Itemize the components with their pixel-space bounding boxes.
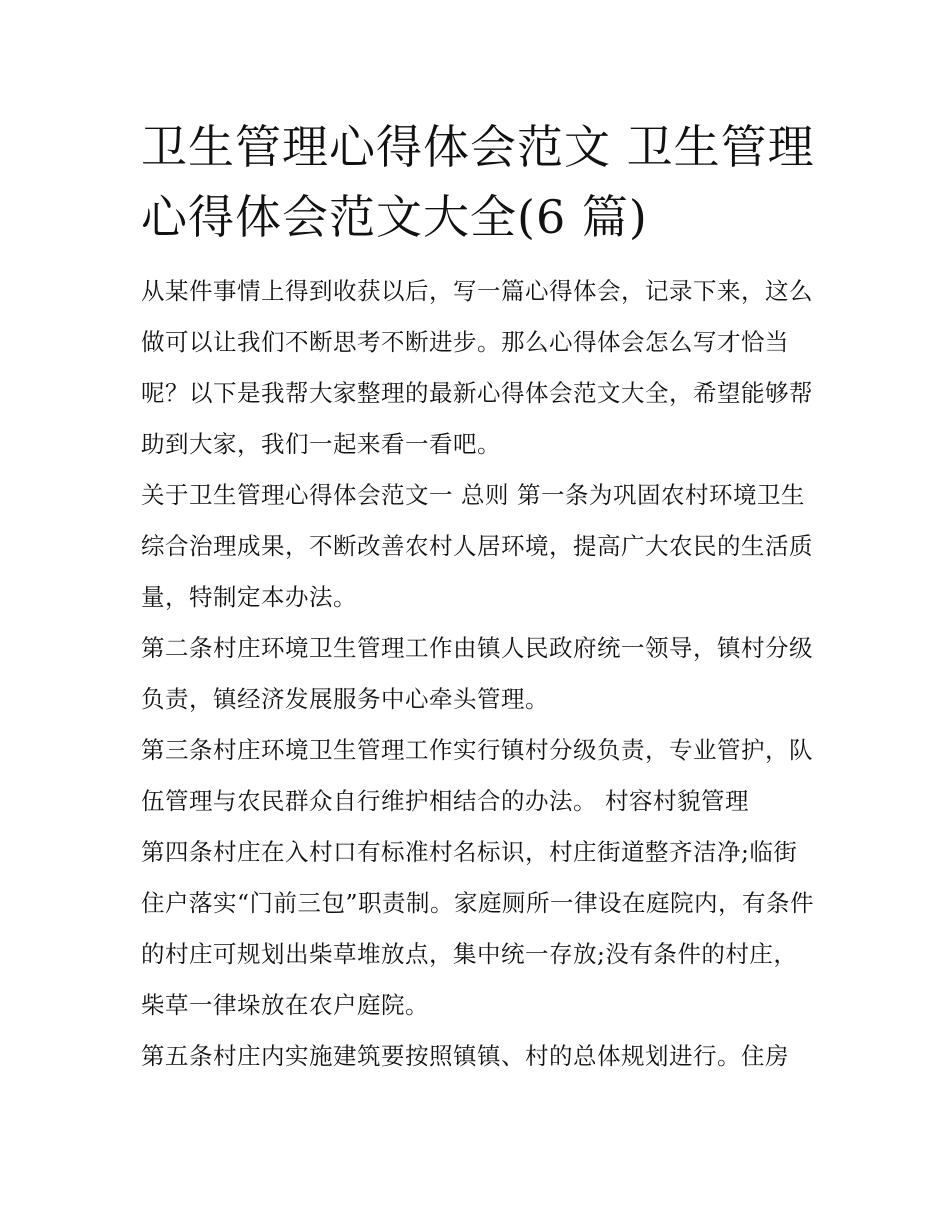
paragraph-article-4: 第四条村庄在入村口有标准村名标识，村庄街道整齐洁净;临街住户落实“门前三包”职责制。家庭厕所一律设在庭院内，有条件的村庄可规划出柴草堆放点，集中统一存放;没有条件的村庄，柴草一律垛放在农户庭院。	[141, 838, 815, 1019]
paragraph-intro: 从某件事情上得到收获以后，写一篇心得体会，记录下来，这么做可以让我们不断思考不断进步。那么心得体会怎么写才恰当呢？以下是我帮大家整理的最新心得体会范文大全，希望能够帮助到大家，我们一起来看一看吧。	[141, 277, 813, 458]
document-title: 卫生管理心得体会范文 卫生管理心得体会范文大全(6 篇)	[141, 120, 815, 244]
paragraph-article-3: 第三条村庄环境卫生管理工作实行镇村分级负责，专业管护，队伍管理与农民群众自行维护相结合的办法。 村容村貌管理	[141, 736, 813, 815]
paragraph-article-2: 第二条村庄环境卫生管理工作由镇人民政府统一领导，镇村分级负责，镇经济发展服务中心牵头管理。	[141, 634, 813, 713]
paragraph-article-5: 第五条村庄内实施建筑要按照镇镇、村的总体规划进行。住房	[141, 1042, 789, 1070]
paragraph-article-1: 关于卫生管理心得体会范文一 总则 第一条为巩固农村环境卫生综合治理成果，不断改善农村人居环境，提高广大农民的生活质量，特制定本办法。	[141, 481, 813, 611]
document-body	[141, 112, 821, 1082]
